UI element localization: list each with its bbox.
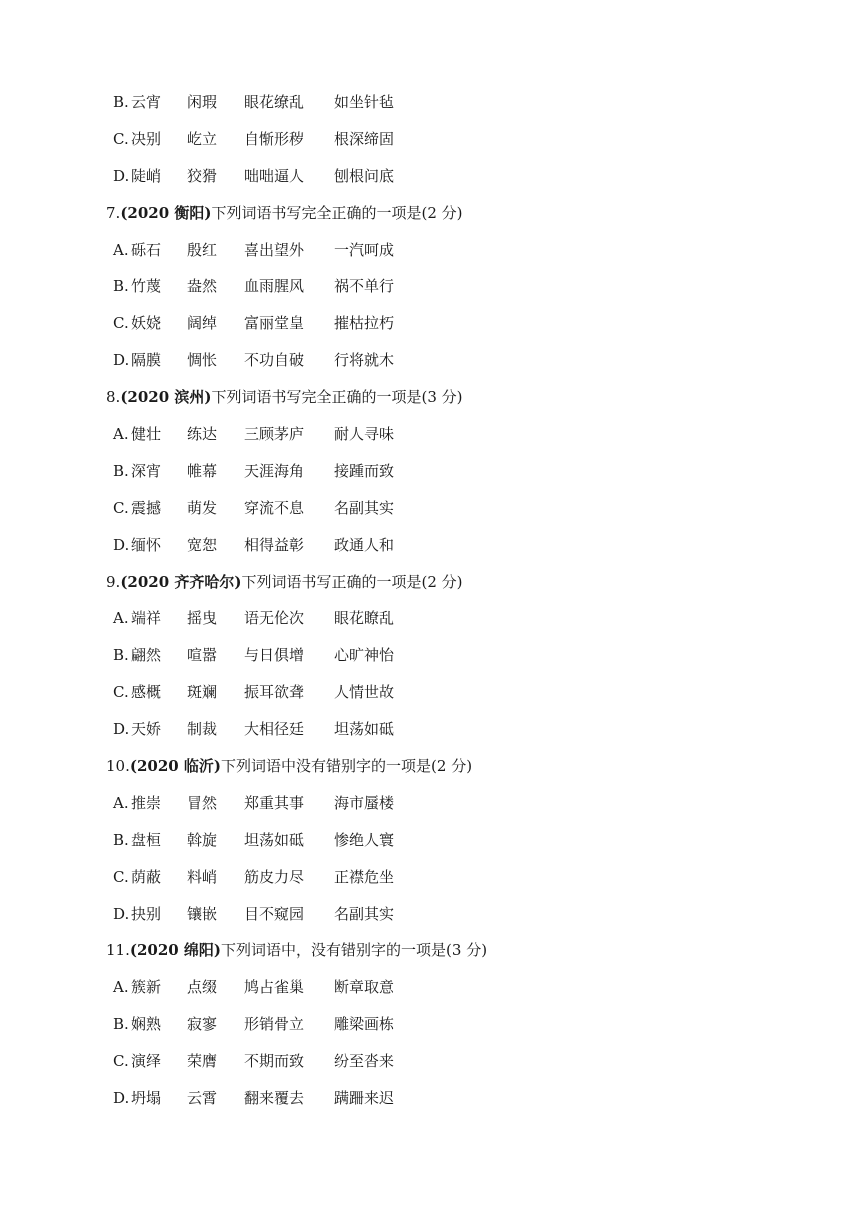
option-word: 蹒跚来迟 xyxy=(334,1089,395,1108)
option-row xyxy=(0,305,860,342)
exercise-page xyxy=(0,84,860,1117)
option-word: 殷红 xyxy=(187,240,218,259)
option-word: 料峭 xyxy=(187,867,218,886)
option-word: 名副其实 xyxy=(334,498,395,517)
option-row xyxy=(0,121,860,158)
option-word: 富丽堂皇 xyxy=(244,314,305,333)
option-letter: B. xyxy=(113,1015,129,1034)
option-word: 盘桓 xyxy=(131,830,162,849)
option-word: 雕梁画栋 xyxy=(334,1015,395,1034)
option-letter: B. xyxy=(113,461,129,480)
question-source: (2020 滨州) xyxy=(120,388,212,407)
option-word: 耐人寻味 xyxy=(334,425,395,444)
option-row xyxy=(0,674,860,711)
option-word: 簇新 xyxy=(131,978,162,997)
question-number: 7. xyxy=(106,203,121,222)
option-word: 自惭形秽 xyxy=(244,129,305,148)
option-word: 寂寥 xyxy=(187,1015,218,1034)
option-word: 政通人和 xyxy=(334,535,395,554)
option-word: 摇曳 xyxy=(187,609,218,628)
option-word: 形销骨立 xyxy=(244,1015,305,1034)
option-word: 坦荡如砥 xyxy=(244,830,305,849)
option-word: 宽恕 xyxy=(187,535,218,554)
option-row xyxy=(0,822,860,859)
option-row xyxy=(0,1006,860,1043)
option-word: 祸不单行 xyxy=(334,277,395,296)
question-number: 11. xyxy=(106,941,130,960)
option-word: 与日俱增 xyxy=(244,646,305,665)
option-row xyxy=(0,490,860,527)
option-word: 惨绝人寰 xyxy=(334,830,395,849)
option-word: 咄咄逼人 xyxy=(244,166,305,185)
option-word: 荣膺 xyxy=(187,1052,218,1071)
option-word: 决别 xyxy=(131,129,162,148)
option-word: 坍塌 xyxy=(131,1089,162,1108)
option-word: 练达 xyxy=(187,425,218,444)
option-letter: C. xyxy=(113,683,129,702)
option-letter: A. xyxy=(113,609,129,628)
option-letter: B. xyxy=(113,646,129,665)
option-word: 郑重其事 xyxy=(244,793,305,812)
option-letter: A. xyxy=(113,978,129,997)
question-stem xyxy=(0,379,860,416)
option-letter: C. xyxy=(113,867,129,886)
option-letter: A. xyxy=(113,793,129,812)
option-row xyxy=(0,84,860,121)
option-word: 血雨腥风 xyxy=(244,277,305,296)
option-word: 闲瑕 xyxy=(187,93,218,111)
option-row xyxy=(0,527,860,564)
option-word: 缅怀 xyxy=(131,535,162,554)
option-word: 穿流不息 xyxy=(244,498,305,517)
option-word: 阔绰 xyxy=(187,314,218,333)
question-source: (2020 衡阳) xyxy=(120,203,212,222)
option-word: 妖娆 xyxy=(131,314,162,333)
option-row xyxy=(0,859,860,896)
option-row xyxy=(0,637,860,674)
option-word: 斑斓 xyxy=(187,683,218,702)
option-word: 荫蔽 xyxy=(131,867,162,886)
option-row xyxy=(0,1043,860,1080)
option-word: 行将就木 xyxy=(334,351,395,370)
option-word: 娴熟 xyxy=(131,1015,162,1034)
option-row xyxy=(0,158,860,195)
question-stem xyxy=(0,748,860,785)
option-word: 天娇 xyxy=(131,720,162,739)
option-word: 演绎 xyxy=(131,1052,162,1071)
option-letter: A. xyxy=(113,425,129,444)
option-word: 喧嚣 xyxy=(187,646,218,665)
option-word: 人情世故 xyxy=(334,683,395,702)
option-letter: B. xyxy=(113,830,129,849)
option-word: 语无伦次 xyxy=(244,609,305,628)
option-letter: D. xyxy=(113,351,130,370)
question-source: (2020 齐齐哈尔) xyxy=(120,572,242,591)
question-stem xyxy=(0,932,860,969)
option-letter: C. xyxy=(113,129,129,148)
option-word: 盎然 xyxy=(187,277,218,296)
option-word: 萌发 xyxy=(187,498,218,517)
option-row xyxy=(0,896,860,933)
option-word: 深宵 xyxy=(131,461,162,480)
question-number: 8. xyxy=(106,388,121,407)
option-word: 云宵 xyxy=(131,93,162,111)
option-word: 眼花瞭乱 xyxy=(334,609,395,628)
option-letter: D. xyxy=(113,720,130,739)
option-word: 制裁 xyxy=(187,720,218,739)
question-text: 下列词语中，没有错别字的一项是(3 分) xyxy=(221,941,488,960)
option-word: 感概 xyxy=(131,683,162,702)
option-word: 翩然 xyxy=(131,646,162,665)
option-word: 三顾茅庐 xyxy=(244,425,305,444)
option-word: 筋皮力尽 xyxy=(244,867,305,886)
option-word: 翻来覆去 xyxy=(244,1089,305,1108)
option-letter: B. xyxy=(113,93,129,111)
option-word: 如坐针毡 xyxy=(334,93,395,111)
option-word: 刨根问底 xyxy=(334,166,395,185)
question-text: 下列词语书写完全正确的一项是(2 分) xyxy=(211,203,463,222)
option-row xyxy=(0,785,860,822)
option-row xyxy=(0,268,860,305)
option-word: 大相径廷 xyxy=(244,720,305,739)
question-text: 下列词语书写正确的一项是(2 分) xyxy=(241,572,463,591)
option-row xyxy=(0,600,860,637)
question-stem xyxy=(0,564,860,601)
question-text: 下列词语书写完全正确的一项是(3 分) xyxy=(211,388,463,407)
question-number: 9. xyxy=(106,572,121,591)
option-letter: C. xyxy=(113,314,129,333)
option-letter: C. xyxy=(113,1052,129,1071)
option-letter: A. xyxy=(113,240,129,259)
option-word: 竹蔑 xyxy=(131,277,162,296)
option-row xyxy=(0,711,860,748)
option-row xyxy=(0,453,860,490)
option-word: 推崇 xyxy=(131,793,162,812)
option-word: 正襟危坐 xyxy=(334,867,395,886)
option-word: 根深缔固 xyxy=(334,129,395,148)
option-word: 狡猾 xyxy=(187,166,218,185)
option-word: 摧枯拉朽 xyxy=(334,314,395,333)
option-word: 目不窥园 xyxy=(244,904,305,923)
question-stem xyxy=(0,195,860,232)
question-source: (2020 临沂) xyxy=(129,757,222,776)
option-word: 接踵而致 xyxy=(334,461,395,480)
option-word: 帷幕 xyxy=(187,461,218,480)
option-word: 冒然 xyxy=(187,793,218,812)
option-letter: D. xyxy=(113,1089,130,1108)
option-word: 隔膜 xyxy=(131,351,162,370)
option-letter: D. xyxy=(113,166,130,185)
option-row xyxy=(0,342,860,379)
option-word: 震撼 xyxy=(131,498,162,517)
option-row xyxy=(0,232,860,269)
option-word: 斡旋 xyxy=(187,830,218,849)
option-word: 振耳欲聋 xyxy=(244,683,305,702)
option-word: 惆怅 xyxy=(187,351,218,370)
option-word: 相得益彰 xyxy=(244,535,305,554)
option-word: 一汽呵成 xyxy=(334,240,395,259)
option-word: 镶嵌 xyxy=(187,904,218,923)
option-word: 健壮 xyxy=(131,425,162,444)
option-word: 断章取意 xyxy=(334,978,395,997)
option-row xyxy=(0,416,860,453)
option-word: 不功自破 xyxy=(244,351,305,370)
option-letter: D. xyxy=(113,535,130,554)
question-text: 下列词语中没有错别字的一项是(2 分) xyxy=(221,757,473,776)
option-word: 名副其实 xyxy=(334,904,395,923)
option-word: 喜出望外 xyxy=(244,240,305,259)
option-word: 海市蜃楼 xyxy=(334,793,395,812)
option-word: 天涯海角 xyxy=(244,461,305,480)
option-letter: C. xyxy=(113,498,129,517)
option-word: 坦荡如砥 xyxy=(334,720,395,739)
option-word: 纷至沓来 xyxy=(334,1052,395,1071)
option-word: 鸠占雀巢 xyxy=(244,978,305,997)
option-word: 不期而致 xyxy=(244,1052,305,1071)
option-row xyxy=(0,969,860,1006)
question-source: (2020 绵阳) xyxy=(129,941,222,960)
option-word: 屹立 xyxy=(187,129,218,148)
option-word: 抉别 xyxy=(131,904,162,923)
option-word: 点缀 xyxy=(187,978,218,997)
option-word: 陡峭 xyxy=(131,166,162,185)
question-number: 10. xyxy=(106,757,130,776)
option-letter: B. xyxy=(113,277,129,296)
option-word: 砾石 xyxy=(131,240,162,259)
option-word: 心旷神怡 xyxy=(334,646,395,665)
option-row xyxy=(0,1080,860,1117)
option-word: 端祥 xyxy=(131,609,162,628)
option-word: 眼花缭乱 xyxy=(244,93,305,111)
option-word: 云霄 xyxy=(187,1089,218,1108)
option-letter: D. xyxy=(113,904,130,923)
